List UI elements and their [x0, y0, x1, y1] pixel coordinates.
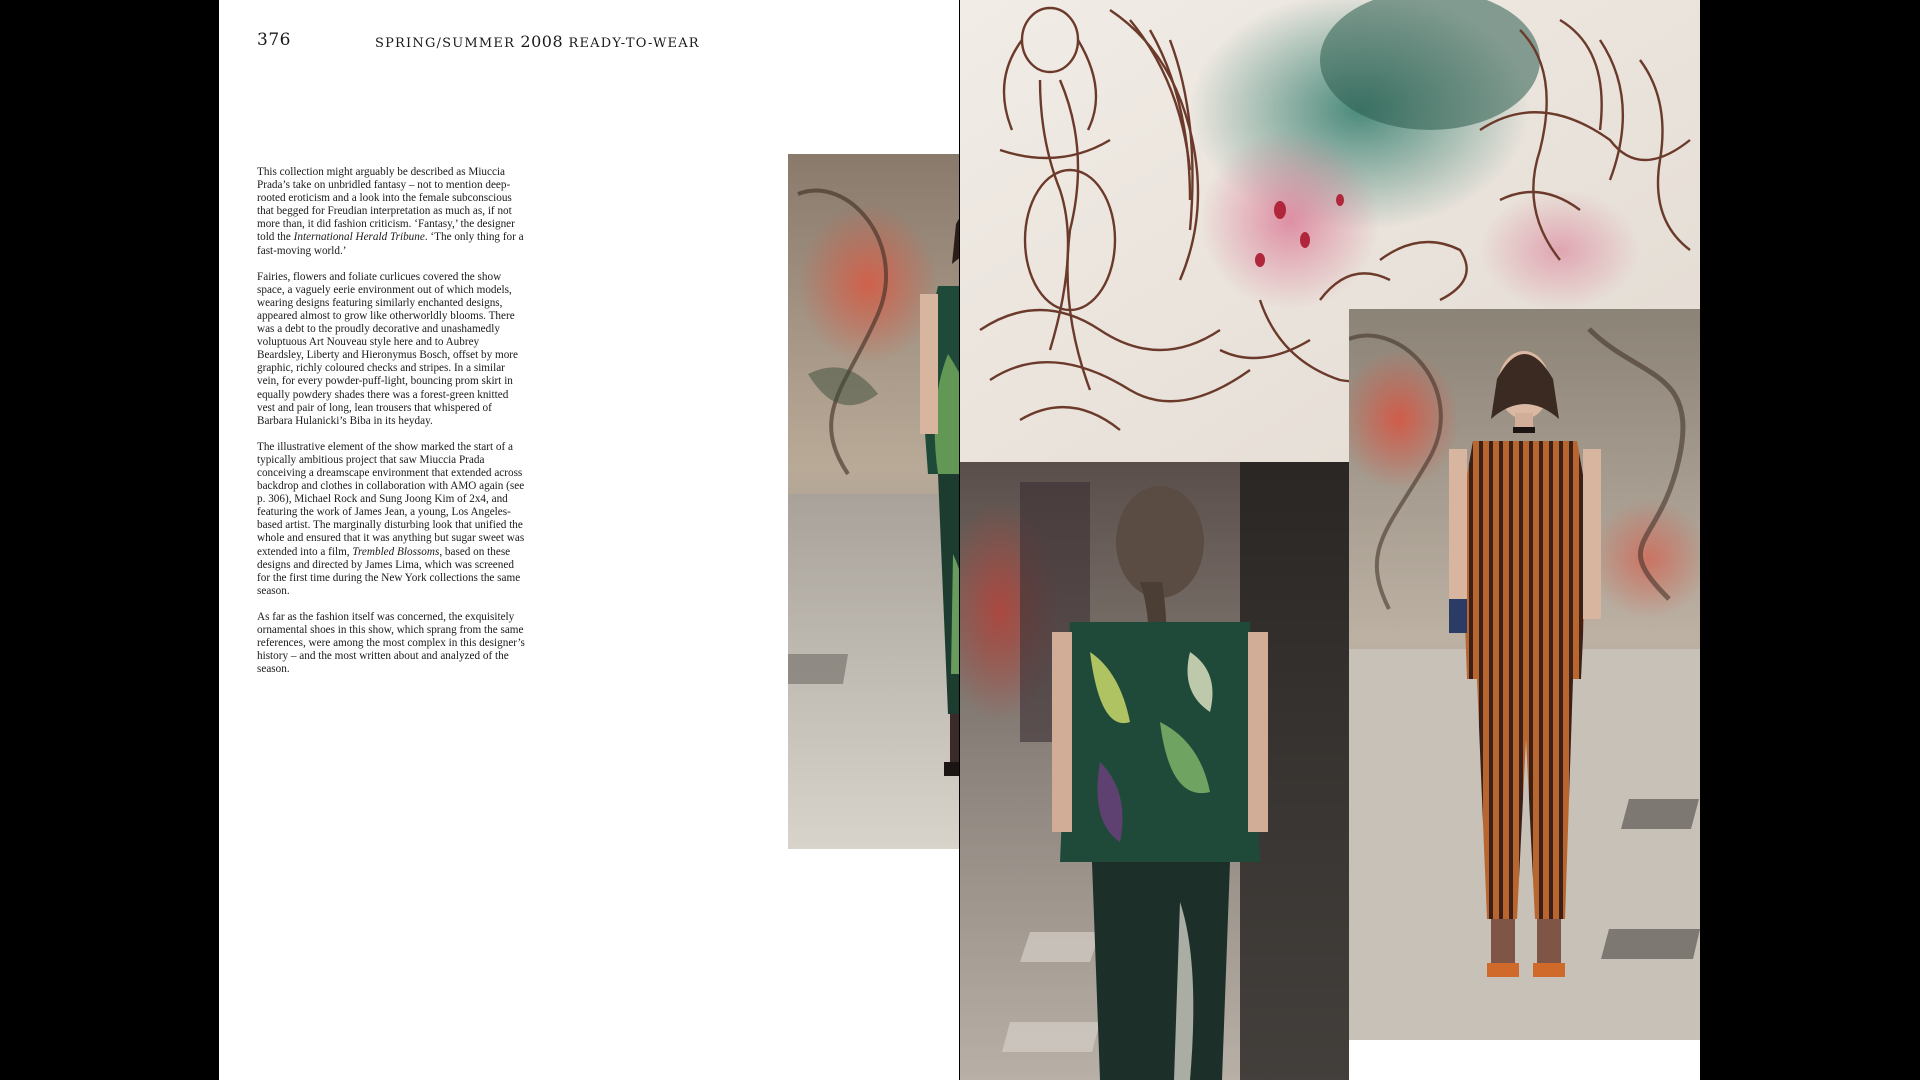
paragraph-3 [257, 441, 527, 598]
publication-title: International Herald Tribune [293, 231, 425, 244]
running-head-season: SPRING/SUMMER [375, 36, 516, 51]
paragraph-1 [257, 166, 527, 258]
left-page [219, 0, 959, 1080]
page-number: 376 [257, 30, 291, 50]
paragraph-4: As far as the fashion itself was concerned, the exquisitely ornamental shoes in this show, which sprang from the same references, were among the most complex in this designer’s history – and the most written about and analyzed of the season. [257, 610, 525, 676]
paragraph-2: Fairies, flowers and foliate curlicues covered the show space, a vaguely eerie environment out of which models, wearing designs featuring similarly enchanted designs, appeared almost to grow like otherworldly blooms. There was a debt to the proudly decorative and unashamedly voluptuous Art Nouveau style here and to Aubrey Beardsley, Liberty and Hieronymus Bosch, offset by more graphic, richly coloured checks and stripes. In a similar vein, for every powder-puff-light, bouncing prom skirt in equally powdery shades there was a forest-green knitted vest and pair of long, lean trousers that whispered of Barbara Hulanicki’s Biba in its heyday. [257, 270, 518, 427]
runway-photo-back-view [960, 462, 1349, 1080]
right-page [960, 0, 1700, 1080]
paragraph-3-end: , based on these designs and directed by James Lima, which was screened for the first time during the New York collections the same season. [257, 545, 521, 597]
body-copy [257, 166, 527, 689]
running-head-year: 2008 [520, 32, 564, 51]
running-head-category: READY-TO-WEAR [568, 36, 700, 51]
paragraph-3-text: The illustrative element of the show marked the start of a typically ambitious project that saw Miuccia Prada conceiving a dreamscape environment that extended across backdrop and clothes in collaboration with AMO again (see p. 306), Michael Rock and Sung Joong Kim of 2x4, and featuring the work of James Jean, a young, Los Angeles-based artist. The marginally disturbing look that unified the whole and ensured that it was anything but sugar sweet was extended into a film, [257, 440, 525, 558]
running-head [375, 32, 700, 51]
paragraph-1-text: This collection might arguably be described as Miuccia Prada’s take on unbridled fantasy – not to mention deep-rooted eroticism and a look into the female subconscious that begged for Freudian interpretation as much as, if not more than, it did fashion criticism. ‘Fantasy,’ the designer told the [257, 166, 515, 244]
runway-photo-striped-look [1349, 309, 1700, 1040]
film-title: Trembled Blossoms [352, 545, 440, 558]
paragraph-1-end: . ‘The only thing for a fast-moving world.’ [257, 231, 524, 257]
runway-photo-green-floral-look [788, 154, 959, 849]
